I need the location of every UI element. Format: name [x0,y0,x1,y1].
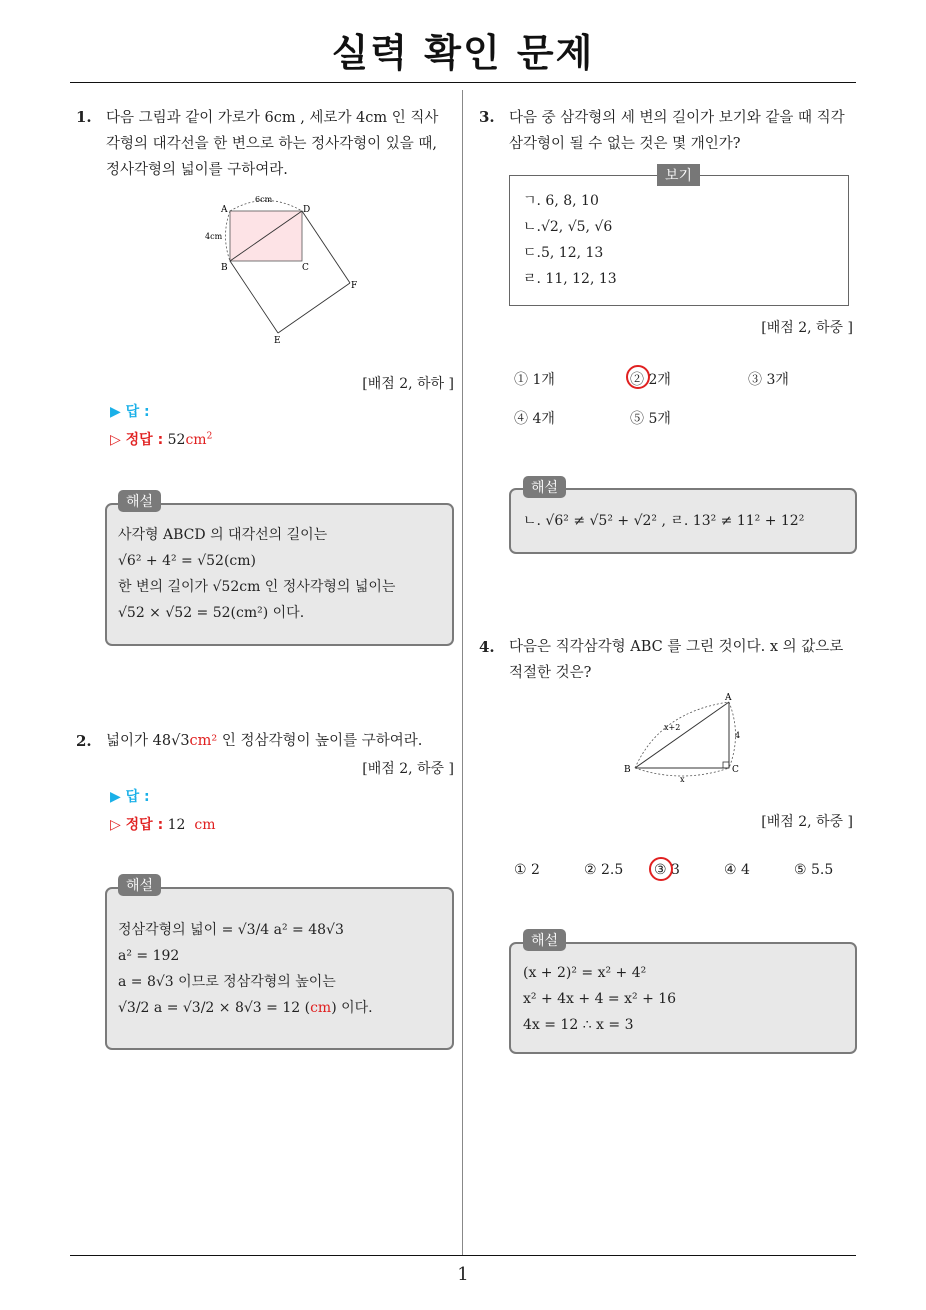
q1-text [106,105,458,183]
label-4cm: 4cm [205,232,223,241]
q3-choice-5[interactable]: ⑤ 5개 [630,411,671,427]
q1-number: 1. [76,108,92,126]
exp-line: ㄴ. √6² ≠ √5² + √2² , ㄹ. 13² ≠ 11² + 12² [523,513,805,529]
header-rule [70,82,856,83]
q4-text [509,634,861,686]
q2-explanation [118,917,448,1021]
exp-line: a² = 192 [118,948,180,964]
q3-text [509,105,861,157]
exp-line: x² + 4x + 4 = x² + 16 [523,991,677,1007]
correct-unit-exp: 2 [206,431,213,442]
label-B: B [624,765,631,775]
exp-line-b: ) 이다. [331,1000,373,1016]
exp-line: √52 × √52 = 52(cm²) 이다. [118,605,305,621]
bogi-item: ㄹ. 11, 12, 13 [523,271,617,287]
exp-unit: cm [310,1000,332,1016]
q3-explanation-tag: 해설 [523,476,566,498]
label-F: F [351,281,358,291]
q3-bogi-tag: 보기 [657,164,700,186]
q1-line: 정사각형의 넓이를 구하여라. [106,162,288,178]
exp-line: (x + 2)² = x² + 4² [523,965,647,981]
answer-label: ▶ 답 : [110,789,150,805]
exp-line [118,995,448,1021]
label-hyp: x+2 [664,723,681,732]
exp-line: √6² + 4² = √52(cm) [118,553,256,569]
q1-explanation-tag: 해설 [118,490,161,512]
q2-text-b: 인 정삼각형이 높이를 구하여라. [217,733,423,749]
label-A: A [221,205,228,215]
q3-line: 삼각형이 될 수 없는 것은 몇 개인가? [509,136,741,152]
label-base: x [680,775,685,784]
bogi-item: ㄷ.5, 12, 13 [523,245,604,261]
correct-unit: cm [185,432,207,448]
footer-rule [70,1255,856,1256]
q1-correct-row [110,429,212,449]
page-number: 1 [457,1264,469,1285]
q4-explanation [523,960,853,1038]
label-6cm: 6cm [255,195,273,204]
q4-choice-4[interactable]: ④ 4 [724,862,750,878]
q1-meta: [배점 2, 하하 ] [362,376,454,392]
q1-explanation [118,522,448,626]
q3-choice-4[interactable]: ④ 4개 [514,411,555,427]
q2-number: 2. [76,732,92,750]
label-C: C [732,765,739,775]
q2-explanation-tag: 해설 [118,874,161,896]
q3-line: 다음 중 삼각형의 세 변의 길이가 보기와 같을 때 직각 [509,110,845,126]
bogi-item: ㄴ.√2, √5, √6 [523,219,613,235]
exp-line: a = 8√3 이므로 정삼각형의 높이는 [118,974,336,990]
q2-answer-row [110,786,150,806]
q3-meta: [배점 2, 하중 ] [761,320,853,336]
label-D: D [303,205,311,215]
correct-label: ▷ 정답 : [110,817,164,833]
label-B: B [221,263,228,273]
q4-meta: [배점 2, 하중 ] [761,814,853,830]
exp-line-a: √3/2 a = √3/2 × 8√3 = 12 ( [118,1000,311,1016]
q1-line: 각형의 대각선을 한 변으로 하는 정사각형이 있을 때, [106,136,438,152]
q3-explanation [523,508,853,534]
exp-line: 정삼각형의 넓이 = √3/4 a² = 48√3 [118,922,344,938]
q4-selected-mark [649,857,673,881]
label-A: A [725,693,732,703]
q4-choice-2[interactable]: ② 2.5 [584,862,624,878]
correct-unit: cm [194,817,216,833]
exp-line: 4x = 12 ∴ x = 3 [523,1017,634,1033]
q3-number: 3. [479,108,495,126]
q4-explanation-tag: 해설 [523,929,566,951]
q4-choice-3[interactable]: ③ 3 [654,862,680,878]
answer-label: ▶ 답 : [110,404,150,420]
q4-line: 다음은 직각삼각형 ABC 를 그린 것이다. x 의 값으로 [509,639,844,655]
q3-choice-3[interactable]: ③ 3개 [748,372,789,388]
correct-value: 52 [167,432,186,448]
label-E: E [274,336,281,346]
label-C: C [302,263,309,273]
q1-answer-row [110,401,150,421]
exp-line: 한 변의 길이가 √52cm 인 정사각형의 넓이는 [118,579,396,595]
column-divider [462,90,463,1256]
q2-unit: cm² [189,733,218,749]
q3-choice-1[interactable]: ① 1개 [514,372,555,388]
exp-line: 사각형 ABCD 의 대각선의 길이는 [118,527,328,543]
q4-number: 4. [479,638,495,656]
correct-value: 12 [167,817,186,833]
q2-meta: [배점 2, 하중 ] [362,761,454,777]
correct-label: ▷ 정답 : [110,432,164,448]
label-side: 4 [735,731,741,740]
q4-figure [620,692,750,787]
q2-correct-row [110,814,215,834]
q2-text-a: 넓이가 48√3 [106,733,190,749]
q3-choice-2[interactable]: ② 2개 [630,372,671,388]
page-title: 실력 확인 문제 [331,31,595,75]
q3-bogi-list [523,188,617,292]
q2-text [106,728,458,754]
q4-line: 적절한 것은? [509,665,592,681]
q4-choice-1[interactable]: ① 2 [514,862,540,878]
q1-figure [195,188,370,348]
q3-selected-mark [626,365,650,389]
bogi-item: ㄱ. 6, 8, 10 [523,193,599,209]
q1-line: 다음 그림과 같이 가로가 6cm , 세로가 4cm 인 직사 [106,110,439,126]
q4-choice-5[interactable]: ⑤ 5.5 [794,862,834,878]
